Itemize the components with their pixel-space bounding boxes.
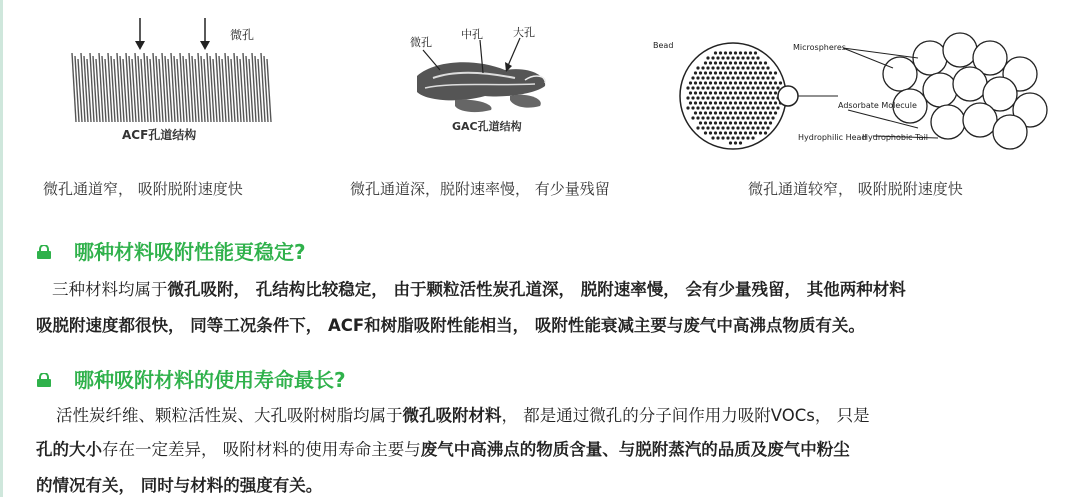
section2-line2 bbox=[36, 436, 850, 460]
section2-line1 bbox=[56, 402, 870, 426]
section2-line1-text2: ， 都是通过微孔的分子间作用力吸附VOCs， 只是 bbox=[501, 406, 870, 425]
acf-caption: 微孔通道窄， 吸附脱附速度快 bbox=[43, 180, 243, 198]
section2-line2-text: 存在一定差异， 吸附材料的使用寿命主要与 bbox=[102, 440, 421, 459]
microspheres-label: Microspheres bbox=[793, 43, 846, 52]
left-border bbox=[0, 0, 3, 497]
gac-structure-figure bbox=[395, 18, 595, 143]
section1-heading bbox=[36, 236, 306, 265]
section1-line1 bbox=[52, 276, 906, 300]
hydrophilic-head-label: Hydrophilic Head bbox=[798, 133, 867, 142]
section2-heading bbox=[36, 364, 346, 393]
bead-label: Bead bbox=[653, 41, 674, 50]
section2-line3 bbox=[36, 472, 322, 496]
section2-line1-bold: 微孔吸附材料 bbox=[402, 406, 502, 425]
gac-subtitle: GAC孔道结构 bbox=[452, 120, 522, 133]
gac-micropore-label: 微孔 bbox=[410, 36, 432, 49]
section2-heading-text: 哪种吸附材料的使用寿命最长? bbox=[74, 368, 346, 392]
acf-pore-label: 微孔 bbox=[230, 28, 255, 42]
acf-structure-figure bbox=[50, 14, 280, 150]
section1-line1-bold: 微孔吸附， 孔结构比较稳定， 由于颗粒活性炭孔道深， 脱附速率慢， 会有少量残留， 其他两种材料 bbox=[167, 280, 906, 299]
resin-caption: 微孔通道较窄， 吸附脱附速度快 bbox=[748, 180, 963, 198]
section2-line2-bold: 孔的大小 bbox=[36, 440, 102, 459]
section1-line1-text: 三种材料均属于 bbox=[52, 280, 168, 299]
resin-structure-figure bbox=[648, 28, 1058, 163]
acf-subtitle: ACF孔道结构 bbox=[122, 128, 197, 142]
section2-line2-bold2: 废气中高沸点的物质含量、与脱附蒸汽的品质及废气中粉尘 bbox=[420, 440, 850, 459]
section2-line1-text: 活性炭纤维、颗粒活性炭、大孔吸附树脂均属于 bbox=[56, 406, 403, 425]
gac-mesopore-label: 中孔 bbox=[461, 28, 483, 41]
section1-line2-bold: 吸脱附速度都很快， 同等工况条件下， ACF和树脂吸附性能相当， 吸附性能衰减主要与废气中高沸点物质有关。 bbox=[36, 316, 865, 335]
lock-icon bbox=[36, 244, 52, 258]
hydrophobic-tail-label: Hydrophobic Tail bbox=[862, 133, 929, 142]
section1-heading-text: 哪种材料吸附性能更稳定? bbox=[74, 240, 306, 264]
adsorbate-molecule-label: Adsorbate Molecule bbox=[838, 101, 917, 110]
section2-line3-bold: 的情况有关， 同时与材料的强度有关。 bbox=[36, 476, 323, 495]
lock-icon bbox=[36, 372, 52, 386]
section1-line2 bbox=[36, 312, 865, 336]
gac-macropore-label: 大孔 bbox=[513, 26, 535, 39]
gac-caption: 微孔通道深，脱附速率慢， 有少量残留 bbox=[350, 180, 610, 198]
